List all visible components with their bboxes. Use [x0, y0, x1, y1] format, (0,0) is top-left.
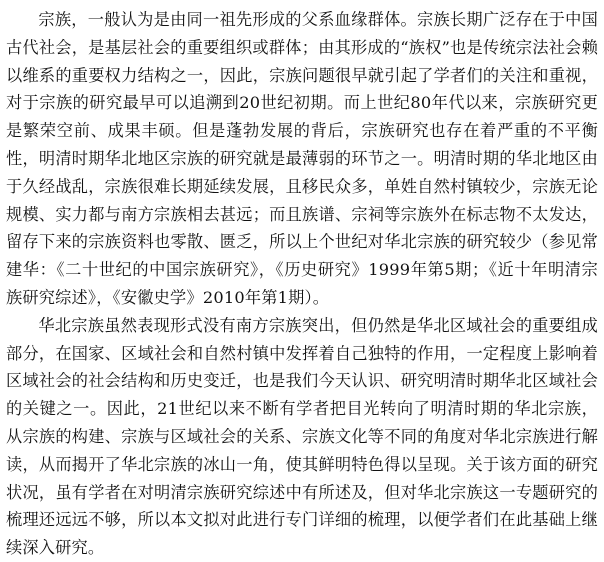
paragraph-1: 宗族，一般认为是由同一祖先形成的父系血缘群体。宗族长期广泛存在于中国古代社会，是基层社会的重要组织或群体；由其形成的“族权”也是传统宗法社会赖以维系的重要权力结构之一，因此，宗族问题很早就引起了学者们的关注和重视，对于宗族的研究最早可以追溯到20世纪初期。而上世纪80年代以来，宗族研究更是繁荣空前、成果丰硕。但是蓬勃发展的背后，宗族研究也存在着严重的不平衡性，明清时期华北地区宗族的研究就是最薄弱的环节之一。明清时期的华北地区由于久经战乱，宗族很难长期延续发展，且移民众多，单姓自然村镇较少，宗族无论规模、实力都与南方宗族相去甚远；而且族谱、宗祠等宗族外在标志物不太发达，留存下来的宗族资料也零散、匮乏，所以上个世纪对华北宗族的研究较少（参见常建华：《二十世纪的中国宗族研究》，《历史研究》1999年第5期；《近十年明清宗族研究综述》，《安徽史学》2010年第1期）。 [6, 10, 598, 307]
paragraph-2: 华北宗族虽然表现形式没有南方宗族突出，但仍然是华北区域社会的重要组成部分，在国家、区域社会和自然村镇中发挥着自己独特的作用，一定程度上影响着区域社会的社会结构和历史变迁，也是我们今天认识、研究明清时期华北区域社会的关键之一。因此，21世纪以来不断有学者把目光转向了明清时期的华北宗族，从宗族的构建、宗族与区域社会的关系、宗族文化等不同的角度对华北宗族进行解读，从而揭开了华北宗族的冰山一角，使其鲜明特色得以呈现。关于该方面的研究状况，虽有学者在对明清宗族研究综述中有所述及，但对华北宗族这一专题研究的梳理还远远不够，所以本文拟对此进行专门详细的梳理，以便学者们在此基础上继续深入研究。 [6, 315, 598, 558]
